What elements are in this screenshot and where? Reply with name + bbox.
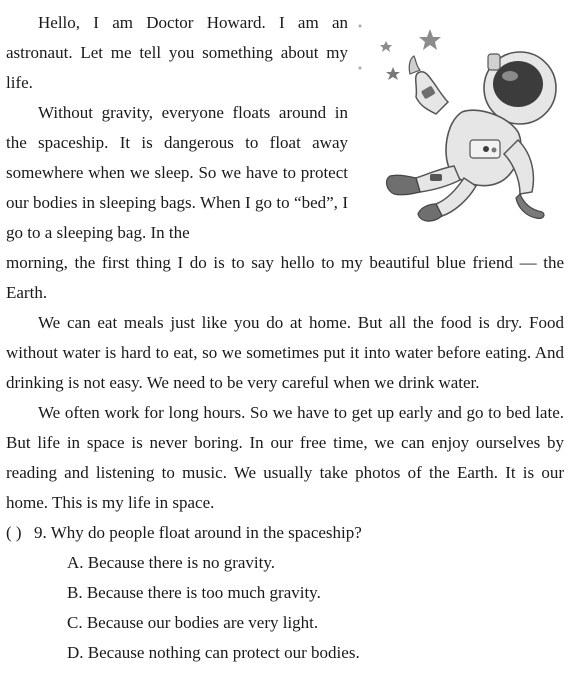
option-d[interactable]: D. Because nothing can protect our bodies. (67, 643, 360, 662)
answer-bracket[interactable]: ( ) (6, 523, 22, 542)
star-icon (359, 25, 362, 28)
star-icon (386, 67, 400, 80)
star-icon (380, 41, 392, 52)
wrapped-text-column (6, 8, 348, 248)
paragraph-4: We often work for long hours. So we have to get up early and go to bed late. But life in space is never boring. In our free time, we can enjoy ourselves by reading and listening to music. We usually take photos of the Earth. It is our home. This is my life in space. (6, 403, 564, 512)
star-icon (419, 29, 441, 50)
option-b[interactable]: B. Because there is too much gravity. (67, 583, 321, 602)
question-text: 9. Why do people float around in the spaceship? (34, 523, 362, 542)
paragraph-2-top: Without gravity, everyone floats around in the spaceship. It is dangerous to float away somewhere when we sleep. So we have to protect our bodies in sleeping bags. When I go to “bed”, I go to a sleeping bag. In the (6, 103, 348, 242)
option-a[interactable]: A. Because there is no gravity. (67, 553, 276, 572)
astronaut-icon (350, 14, 564, 226)
paragraph-1: Hello, I am Doctor Howard. I am an astronaut. Let me tell you something about my life. (6, 13, 348, 92)
paragraph-3: We can eat meals just like you do at home. But all the food is dry. Food without water is hard to eat, so we sometimes put it into water before eating. And drinking is not easy. We need to be very careful when we drink water. (6, 313, 564, 392)
paragraph-2-bottom: morning, the first thing I do is to say hello to my beautiful blue friend — the Earth. (6, 253, 564, 302)
question-9 (6, 518, 564, 548)
astronaut-illustration (350, 14, 564, 226)
answer-options (6, 548, 564, 668)
option-c[interactable]: C. Because our bodies are very light. (67, 613, 319, 632)
star-icon (359, 67, 362, 70)
